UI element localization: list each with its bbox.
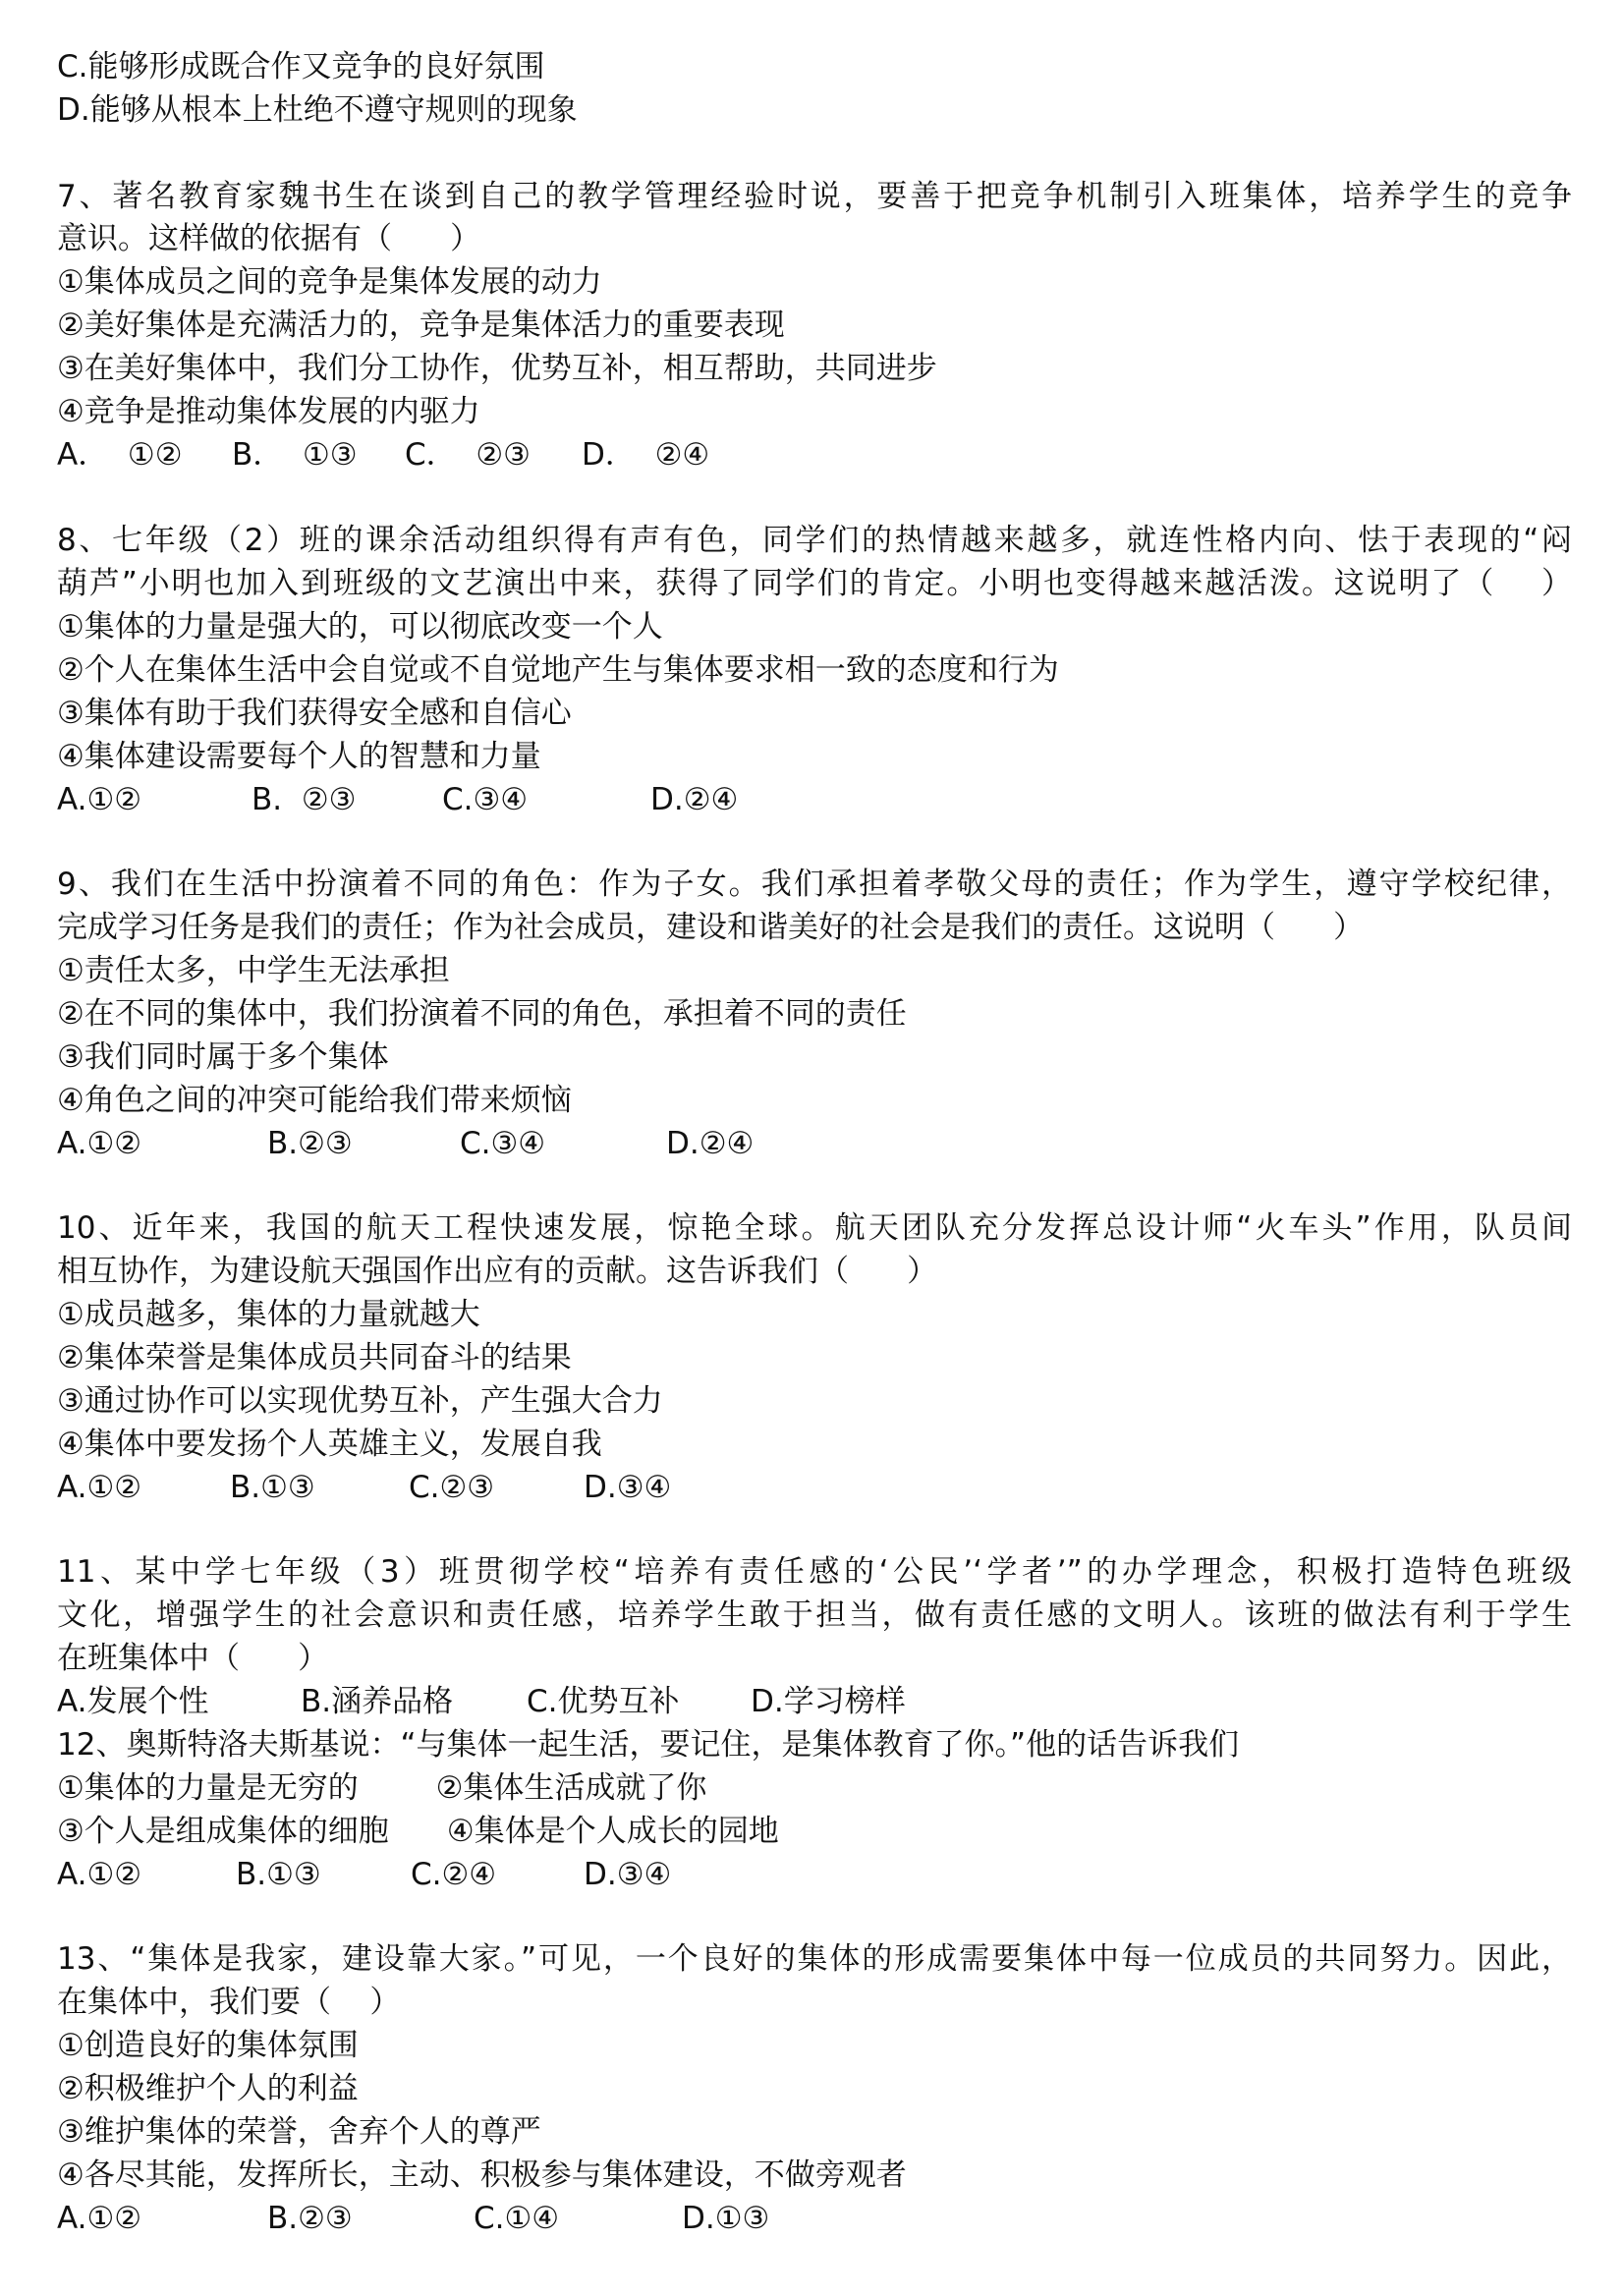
choice-b: B.①③ bbox=[230, 1470, 315, 1505]
choice-d: D.③④ bbox=[584, 1857, 672, 1892]
choice-a: A.①② bbox=[57, 1857, 142, 1892]
choice-a: A.发展个性 bbox=[57, 1684, 209, 1719]
choice-c: C.优势互补 bbox=[527, 1684, 680, 1719]
statement: ③通过协作可以实现优势互补，产生强大合力 bbox=[57, 1383, 663, 1419]
statement: ③个人是组成集体的细胞 ④集体是个人成长的园地 bbox=[57, 1814, 779, 1849]
question-stem: 11、某中学七年级（3）班贯彻学校“培养有责任感的‘公民’‘学者’”的办学理念，积极打造特色班级 bbox=[57, 1554, 1572, 1590]
choice-row bbox=[57, 2199, 1572, 2238]
statement: ②美好集体是充满活力的，竞争是集体活力的重要表现 bbox=[57, 308, 785, 343]
statement: ①创造良好的集体氛围 bbox=[57, 2028, 359, 2063]
question-stem: 在班集体中（ ） bbox=[57, 1641, 329, 1676]
question-stem: 葫芦”小明也加入到班级的文艺演出中来，获得了同学们的肯定。小明也变得越来越活泼。这说明了（ ） bbox=[57, 566, 1572, 601]
choice-row bbox=[57, 1682, 1572, 1721]
statement: ④各尽其能，发挥所长，主动、积极参与集体建设，不做旁观者 bbox=[57, 2157, 907, 2193]
question-stem: 12、奥斯特洛夫斯基说：“与集体一起生活，要记住，是集体教育了你。”他的话告诉我们 bbox=[57, 1727, 1240, 1763]
question-stem: 完成学习任务是我们的责任；作为社会成员，建设和谐美好的社会是我们的责任。这说明（ ） bbox=[57, 910, 1365, 945]
choice-row bbox=[57, 435, 1572, 475]
statement: ②在不同的集体中，我们扮演着不同的角色，承担着不同的责任 bbox=[57, 996, 907, 1032]
statement: ③我们同时属于多个集体 bbox=[57, 1039, 389, 1075]
choice-d: D． ②④ bbox=[582, 437, 710, 473]
choice-c: C． ②③ bbox=[405, 437, 531, 473]
choice-b: B.①③ bbox=[236, 1857, 321, 1892]
choice-row bbox=[57, 1468, 1572, 1507]
choice-b: B.②③ bbox=[267, 1126, 353, 1161]
choice-a: A． ①② bbox=[57, 437, 183, 473]
choice-c: C.③④ bbox=[442, 782, 529, 817]
statement: ①集体的力量是无穷的 ②集体生活成就了你 bbox=[57, 1770, 707, 1806]
question-stem: 意识。这样做的依据有（ ） bbox=[57, 221, 481, 256]
choice-d: D.②④ bbox=[666, 1126, 755, 1161]
question-stem: 10、近年来，我国的航天工程快速发展，惊艳全球。航天团队充分发挥总设计师“火车头”作用，队员间 bbox=[57, 1210, 1572, 1246]
choice-d: D.②④ bbox=[650, 782, 739, 817]
question-stem: 9、我们在生活中扮演着不同的角色：作为子女。我们承担着孝敬父母的责任；作为学生，遵守学校纪律， bbox=[57, 867, 1572, 902]
statement: ④集体建设需要每个人的智慧和力量 bbox=[57, 739, 541, 774]
statement: ④竞争是推动集体发展的内驱力 bbox=[57, 394, 480, 429]
statement: ②集体荣誉是集体成员共同奋斗的结果 bbox=[57, 1340, 572, 1375]
choice-b: B.涵养品格 bbox=[301, 1684, 454, 1719]
option-d-q6: D.能够从根本上杜绝不遵守规则的现象 bbox=[57, 92, 578, 128]
statement: ④集体中要发扬个人英雄主义，发展自我 bbox=[57, 1427, 602, 1462]
choice-c: C.②④ bbox=[411, 1857, 497, 1892]
choice-a: A.①② bbox=[57, 1470, 142, 1505]
question-stem: 文化，增强学生的社会意识和责任感，培养学生敢于担当，做有责任感的文明人。该班的做法有利于学生 bbox=[57, 1597, 1572, 1633]
statement: ①集体成员之间的竞争是集体发展的动力 bbox=[57, 264, 602, 300]
statement: ③集体有助于我们获得安全感和自信心 bbox=[57, 696, 572, 731]
choice-a: A.①② bbox=[57, 782, 142, 817]
statement: ②个人在集体生活中会自觉或不自觉地产生与集体要求相一致的态度和行为 bbox=[57, 652, 1059, 688]
statement: ①集体的力量是强大的，可以彻底改变一个人 bbox=[57, 609, 663, 644]
question-stem: 13、“集体是我家，建设靠大家。”可见，一个良好的集体的形成需要集体中每一位成员的共同努力。因此， bbox=[57, 1941, 1572, 1977]
choice-d: D.①③ bbox=[682, 2201, 770, 2236]
statement: ①责任太多，中学生无法承担 bbox=[57, 953, 450, 988]
statement: ②积极维护个人的利益 bbox=[57, 2071, 359, 2106]
choice-c: C.①④ bbox=[474, 2201, 560, 2236]
choice-row bbox=[57, 780, 1572, 819]
question-stem: 在集体中，我们要（ ） bbox=[57, 1985, 401, 2020]
question-stem: 7、著名教育家魏书生在谈到自己的教学管理经验时说，要善于把竞争机制引入班集体，培养学生的竞争 bbox=[57, 179, 1572, 214]
choice-row bbox=[57, 1855, 1572, 1894]
choice-a: A.①② bbox=[57, 2201, 142, 2236]
choice-d: D.③④ bbox=[584, 1470, 672, 1505]
choice-row bbox=[57, 1124, 1572, 1163]
choice-c: C.②③ bbox=[409, 1470, 495, 1505]
statement: ①成员越多，集体的力量就越大 bbox=[57, 1297, 480, 1332]
choice-b: B. ②③ bbox=[252, 782, 357, 817]
choice-c: C.③④ bbox=[460, 1126, 546, 1161]
choice-b: B． ①③ bbox=[232, 437, 358, 473]
statement: ③维护集体的荣誉，舍弃个人的尊严 bbox=[57, 2114, 541, 2150]
statement: ③在美好集体中，我们分工协作，优势互补，相互帮助，共同进步 bbox=[57, 351, 937, 386]
question-stem: 8、七年级（2）班的课余活动组织得有声有色，同学们的热情越来越多，就连性格内向、怯于表现的“闷 bbox=[57, 523, 1572, 558]
option-c-q6: C.能够形成既合作又竞争的良好氛围 bbox=[57, 49, 545, 84]
statement: ④角色之间的冲突可能给我们带来烦恼 bbox=[57, 1083, 572, 1118]
question-stem: 相互协作，为建设航天强国作出应有的贡献。这告诉我们（ ） bbox=[57, 1254, 938, 1289]
choice-b: B.②③ bbox=[267, 2201, 353, 2236]
choice-d: D.学习榜样 bbox=[751, 1684, 906, 1719]
choice-a: A.①② bbox=[57, 1126, 142, 1161]
